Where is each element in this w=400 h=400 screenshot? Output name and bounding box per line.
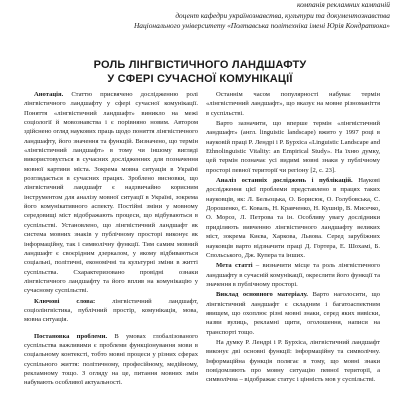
goal-text: – визначити місце та роль лінгвістичного ландшафту в сучасній комунікації, окреслити його функції та значення в публічному просторі. bbox=[206, 262, 380, 288]
keywords-paragraph bbox=[24, 297, 198, 325]
abstract-label: Анотація. bbox=[34, 91, 64, 98]
header-line-3: Національного університету «Полтавська політехніка імені Юрія Кондратюка» bbox=[133, 21, 390, 31]
goal-label: Мета статті bbox=[216, 262, 253, 270]
header-line-2: доцент кафедри українознавства, культури та документознавства bbox=[175, 10, 390, 20]
problem-label: Постановка проблеми. bbox=[34, 332, 108, 340]
analysis-label: Аналіз останніх досліджень і публікацій. bbox=[216, 177, 353, 185]
problem-text: В умовах глобалізованого суспільства важливими є проблеми функціонування мови в соціальному контексті, тобто мовні процеси у різних сферах суспільного життя: політичному, професійному, медійному, рекламному тощо. З огляду на це, питання мовних змін набувають особливої актуальності. bbox=[24, 332, 198, 387]
abstract-text: Статтю присвячено дослідженню ролі лінгвістичного ландшафту у сфері сучасної комунікації. Поняття «лінгвістичний ландшафт» виникло на межі соціології й мовознавства і є порівняно новим. Автором здійснено огляд наукових праць щодо поняття лінгвістичного ландшафту, його значення та функцій. Визначено, що термін «лінгвістичний ландшафт» в тому чи іншому вигляді використовується в сучасних дослідженнях для позначення мовної картини міста. Зокрема мовна ситуація в Україні розглядається в сучасних працях. Зроблено висновки, що лінгвістичний ландшафт є надзвичайно корисним інструментом для аналізу мовної ситуації в Україні, зокрема його комунікативного аспекту. Постійні зміни у мовному середовищі міст відображають процеси, що відбуваються в суспільстві. Установлено, що лінгвістичний ландшафт як система мовних знаків у публічному просторі виконує як інформаційну, так і символічну функції. Тим самим мовний ландшафт є своєрідним дзеркалом, у якому відбиваються соціальні, політичні, економічні та культурні зміни в житті суспільства. Схарактеризовано провідні ознаки лінгвістичного ландшафту та його вплив на комунікацію у сучасному суспільстві. bbox=[24, 91, 198, 295]
main-label: Виклад основного матеріалу. bbox=[216, 291, 308, 299]
article-title bbox=[0, 58, 400, 86]
keywords-label: Ключові слова: bbox=[34, 297, 96, 305]
abstract-paragraph bbox=[24, 90, 198, 296]
right-column bbox=[206, 90, 380, 400]
functions-paragraph: На думку Р. Лендрі і Р. Бурхіса, лінгвістичний ландшафт виконує дві основні функції: інформаційну та символічну. Інформаційна функція полягає в тому, що мовні знаки повідомляють про мовну ситуацію певної території, а символічна – відображає статус і цінність мов у суспільстві. bbox=[206, 338, 380, 384]
title-line-2: У СФЕРІ СУЧАСНОЇ КОМУНІКАЦІЇ bbox=[107, 73, 293, 85]
main-text: Варто наголосити, що лінгвістичний ландшафт є складним і багатоаспектним явищем, що охоплює різні мовні знаки, серед яких вивіски, назви вулиць, рекламні щити, оголошення, написи на транспорті тощо. bbox=[206, 291, 380, 336]
term-origin-paragraph: Варто зазначити, що вперше термін «лінгвістичний ландшафт» (англ. linguistic landscape) вжито у 1997 році в науковій праці Р. Лендрі і Р. Бурхіса «Linguistic Landscape and Ethnolinguistic Vitality: an Empirical Study». На їхню думку, цей термін позначає усі видимі мовні знаки у публічному просторі певної території чи регіону [2, с. 23]. bbox=[206, 120, 380, 174]
goal-paragraph bbox=[206, 261, 380, 289]
analysis-text: Наукові дослідження цієї проблеми представлено в працях таких науковців, як: Л. Бельоцька, О. Борисюк, О. Голубовська, С. Дорошенко, Є. Коваль, Н. Кравченко, Н. Кушнір, В. Мисечко, О. Мороз, Л. Петрова та ін. Особливу увагу дослідники приділяють вивченню лінгвістичного ландшафту великих міст, зокрема Києва, Харкова, Львова. Серед зарубіжних науковців варто відзначити праці Д. Гортера, Е. Шохамі, Б. Спольського, Дж. Купера та інших. bbox=[206, 177, 380, 259]
keywords-text: лінгвістичний ландшафт, соціолінгвістика, публічний простір, комунікація, мова, мовна ситуація. bbox=[24, 297, 198, 324]
analysis-paragraph bbox=[206, 176, 380, 260]
problem-paragraph bbox=[24, 332, 198, 388]
main-paragraph bbox=[206, 290, 380, 337]
author-header bbox=[90, 0, 390, 32]
title-line-1: РОЛЬ ЛІНГВІСТИЧНОГО ЛАНДШАФТУ bbox=[93, 59, 307, 71]
intro-paragraph: Останнім часом популярності набуває термін «лінгвістичний ландшафт», що вказує на мовне різноманіття в суспільстві. bbox=[206, 91, 380, 117]
header-line-1: компанія рекламних кампаній bbox=[297, 0, 390, 9]
left-column bbox=[24, 90, 198, 400]
